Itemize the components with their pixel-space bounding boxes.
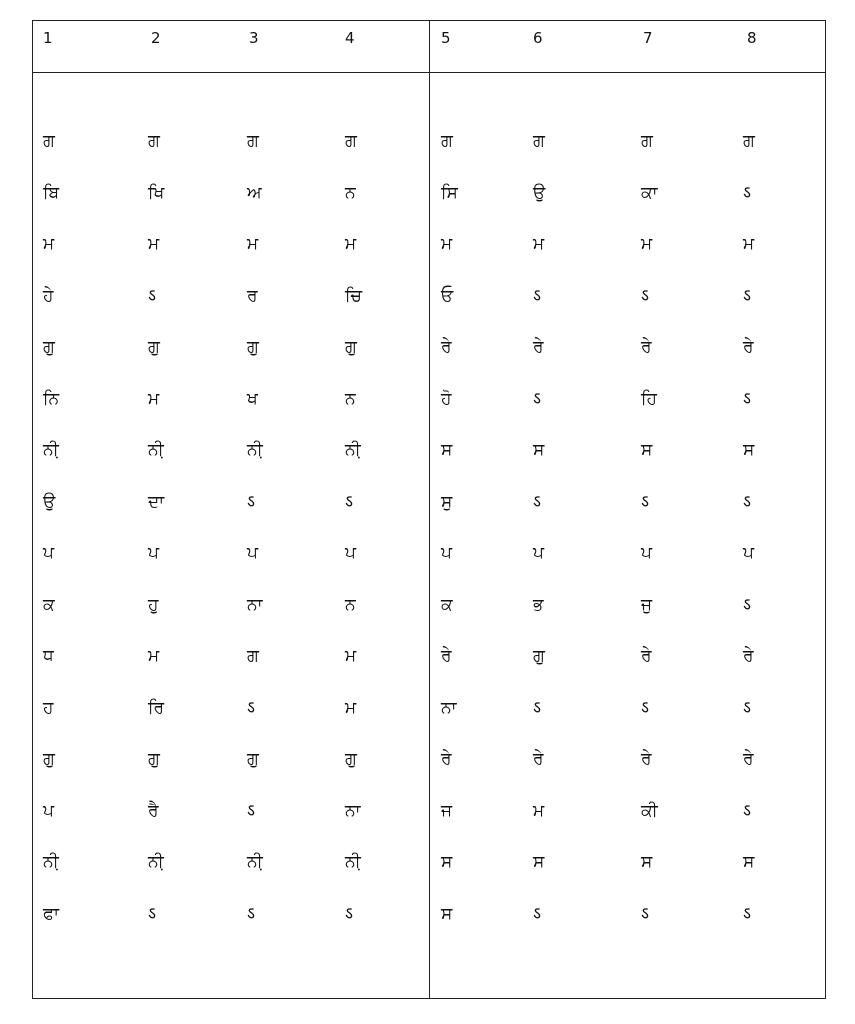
notation-cell: ਸ — [441, 852, 453, 872]
notation-cell: ऽ — [148, 285, 156, 306]
notation-cell: ਸ — [641, 440, 653, 460]
notation-cell: ਗੁ — [43, 749, 55, 769]
notation-cell: ਮ — [441, 234, 453, 254]
notation-cell: ਨੀ਼ — [43, 440, 59, 460]
notation-cell: ਗੁ — [43, 337, 55, 357]
notation-cell: ਨਾ — [247, 594, 263, 615]
notation-cell: ਨ — [345, 388, 356, 409]
notation-cell: ਨੀ਼ — [247, 852, 263, 872]
notation-cell: ਗੁ — [345, 337, 357, 357]
notation-cell: ਰੇ — [743, 646, 754, 666]
notation-cell: ऽ — [533, 697, 541, 718]
center-divider — [429, 21, 430, 998]
notation-cell: ਹੋ — [441, 388, 452, 409]
notation-cell: ਨ — [345, 182, 356, 203]
notation-cell: ਰੇ — [743, 749, 754, 769]
notation-cell: ਨਾ — [441, 697, 457, 718]
notation-cell: ਮ — [345, 234, 357, 254]
notation-cell: ऽ — [641, 285, 649, 306]
notation-cell: ਸ — [533, 440, 545, 460]
notation-cell: ਗ — [441, 131, 453, 151]
notation-cell: ऽ — [641, 903, 649, 924]
notation-cell: ऽ — [743, 903, 751, 924]
notation-cell: ऽ — [247, 697, 255, 718]
notation-cell: ऽ — [533, 388, 541, 409]
notation-cell: ਓ — [441, 285, 454, 306]
notation-cell: ਰਿ — [148, 697, 165, 718]
notation-cell: ਗੁ — [247, 337, 259, 357]
notation-cell: ਨੀ਼ — [43, 852, 59, 872]
notation-cell: ਨ — [345, 594, 356, 615]
notation-cell: ਮ — [345, 697, 357, 718]
notation-cell: ऽ — [743, 800, 751, 821]
notation-cell: ਰੇ — [441, 337, 452, 357]
notation-cell: ਪ — [345, 543, 356, 563]
notation-cell: ਜੁ — [641, 594, 653, 615]
notation-cell: ऽ — [247, 800, 255, 821]
notation-cell: ਨੀ਼ — [247, 440, 263, 460]
notation-cell: ਹੇ — [43, 285, 54, 306]
column-number: 2 — [151, 29, 161, 47]
notation-cell: ਸ — [641, 852, 653, 872]
notation-cell: ਖਿ — [148, 182, 165, 203]
notation-table — [32, 20, 826, 999]
notation-cell: ਹੁ — [148, 594, 159, 615]
notation-cell: ਰੇ — [533, 749, 544, 769]
notation-cell: ਮ — [533, 800, 545, 821]
notation-cell: ਪ — [43, 800, 54, 821]
column-number: 7 — [643, 29, 653, 47]
notation-cell: ਭ — [533, 594, 544, 615]
notation-cell: ਕ — [43, 594, 55, 615]
notation-cell: ਨਿ — [43, 388, 60, 409]
notation-cell: ऽ — [148, 903, 156, 924]
notation-cell: ਰੇ — [641, 749, 652, 769]
notation-cell: ਗ — [148, 131, 160, 151]
notation-cell: ਉ — [43, 491, 56, 512]
notation-cell: ਮ — [43, 234, 55, 254]
column-number: 6 — [533, 29, 543, 47]
notation-cell: ਹ — [43, 697, 54, 718]
notation-cell: ਗ — [641, 131, 653, 151]
column-number: 4 — [345, 29, 355, 47]
notation-cell: ऽ — [345, 903, 353, 924]
notation-cell: ਪ — [43, 543, 54, 563]
notation-cell: ਪ — [247, 543, 258, 563]
notation-cell: ਪ — [533, 543, 544, 563]
notation-cell: ਨੀ਼ — [148, 440, 164, 460]
notation-cell: ਗ — [247, 646, 259, 666]
notation-cell: ਪ — [148, 543, 159, 563]
notation-cell: ਖ — [247, 388, 258, 409]
notation-cell: ਧ — [43, 646, 54, 666]
notation-cell: ਰੇ — [441, 749, 452, 769]
notation-cell: ਮ — [743, 234, 755, 254]
notation-cell: ऽ — [743, 594, 751, 615]
column-number: 3 — [249, 29, 259, 47]
notation-cell: ਨਾ — [345, 800, 361, 821]
notation-cell: ਰ — [247, 285, 258, 306]
notation-cell: ऽ — [743, 491, 751, 512]
notation-cell: ऽ — [743, 285, 751, 306]
notation-cell: ਸ — [441, 440, 453, 460]
notation-cell: ਸ — [441, 903, 453, 924]
notation-cell: ਗ — [533, 131, 545, 151]
notation-cell: ਮ — [148, 234, 160, 254]
notation-cell: ਰੇ — [533, 337, 544, 357]
notation-cell: ऽ — [743, 697, 751, 718]
notation-cell: ਹਿ — [641, 388, 657, 409]
notation-cell: ਉ — [533, 182, 546, 203]
notation-cell: ऽ — [247, 903, 255, 924]
notation-cell: ਨੀ਼ — [345, 440, 361, 460]
notation-cell: ਸ — [743, 440, 755, 460]
notation-cell: ऽ — [345, 491, 353, 512]
notation-cell: ਪ — [441, 543, 452, 563]
notation-cell: ਰੇ — [743, 337, 754, 357]
notation-cell: ਮ — [247, 234, 259, 254]
notation-cell: ਚਿ — [345, 285, 362, 306]
column-number: 8 — [747, 29, 757, 47]
notation-cell: ਮ — [148, 388, 160, 409]
notation-cell: ਗ — [247, 131, 259, 151]
notation-cell: ਗੁ — [345, 749, 357, 769]
notation-cell: ਸ — [743, 852, 755, 872]
notation-cell: ਗੁ — [148, 337, 160, 357]
notation-cell: ਪ — [641, 543, 652, 563]
notation-cell: ऽ — [247, 491, 255, 512]
notation-cell: ਰੇ — [641, 646, 652, 666]
notation-cell: ਗ — [743, 131, 755, 151]
notation-cell: ਸ — [533, 852, 545, 872]
notation-cell: ऽ — [533, 903, 541, 924]
notation-cell: ਕ — [441, 594, 453, 615]
notation-cell: ਮ — [533, 234, 545, 254]
notation-cell: ਮ — [345, 646, 357, 666]
notation-cell: ਅ — [247, 182, 262, 203]
notation-cell: ऽ — [641, 697, 649, 718]
notation-cell: ਸੁ — [441, 491, 453, 512]
notation-cell: ਨੀ਼ — [345, 852, 361, 872]
notation-cell: ਰੈ — [148, 800, 159, 821]
notation-cell: ਦਾ — [148, 491, 165, 512]
notation-cell: ऽ — [641, 491, 649, 512]
notation-cell: ਰੇ — [641, 337, 652, 357]
notation-cell: ऽ — [533, 285, 541, 306]
notation-cell: ਕਾ — [641, 182, 658, 203]
notation-cell: ਪ — [743, 543, 754, 563]
column-number: 1 — [43, 29, 53, 47]
column-number: 5 — [441, 29, 451, 47]
notation-cell: ਗ — [345, 131, 357, 151]
notation-cell: ऽ — [533, 491, 541, 512]
notation-cell: ਜ — [441, 800, 453, 821]
notation-cell: ਮ — [148, 646, 160, 666]
notation-cell: ਕੀ — [641, 800, 658, 821]
notation-cell: ਰੇ — [441, 646, 452, 666]
notation-cell: ਸਿ — [441, 182, 458, 203]
notation-cell: ਫਾ — [43, 903, 59, 924]
notation-cell: ਬਿ — [43, 182, 60, 203]
notation-cell: ਨੀ਼ — [148, 852, 164, 872]
notation-cell: ਗੁ — [533, 646, 545, 666]
notation-cell: ਗੁ — [247, 749, 259, 769]
notation-cell: ਗੁ — [148, 749, 160, 769]
notation-cell: ऽ — [743, 182, 751, 203]
notation-cell: ਗ — [43, 131, 55, 151]
notation-cell: ऽ — [743, 388, 751, 409]
notation-cell: ਮ — [641, 234, 653, 254]
